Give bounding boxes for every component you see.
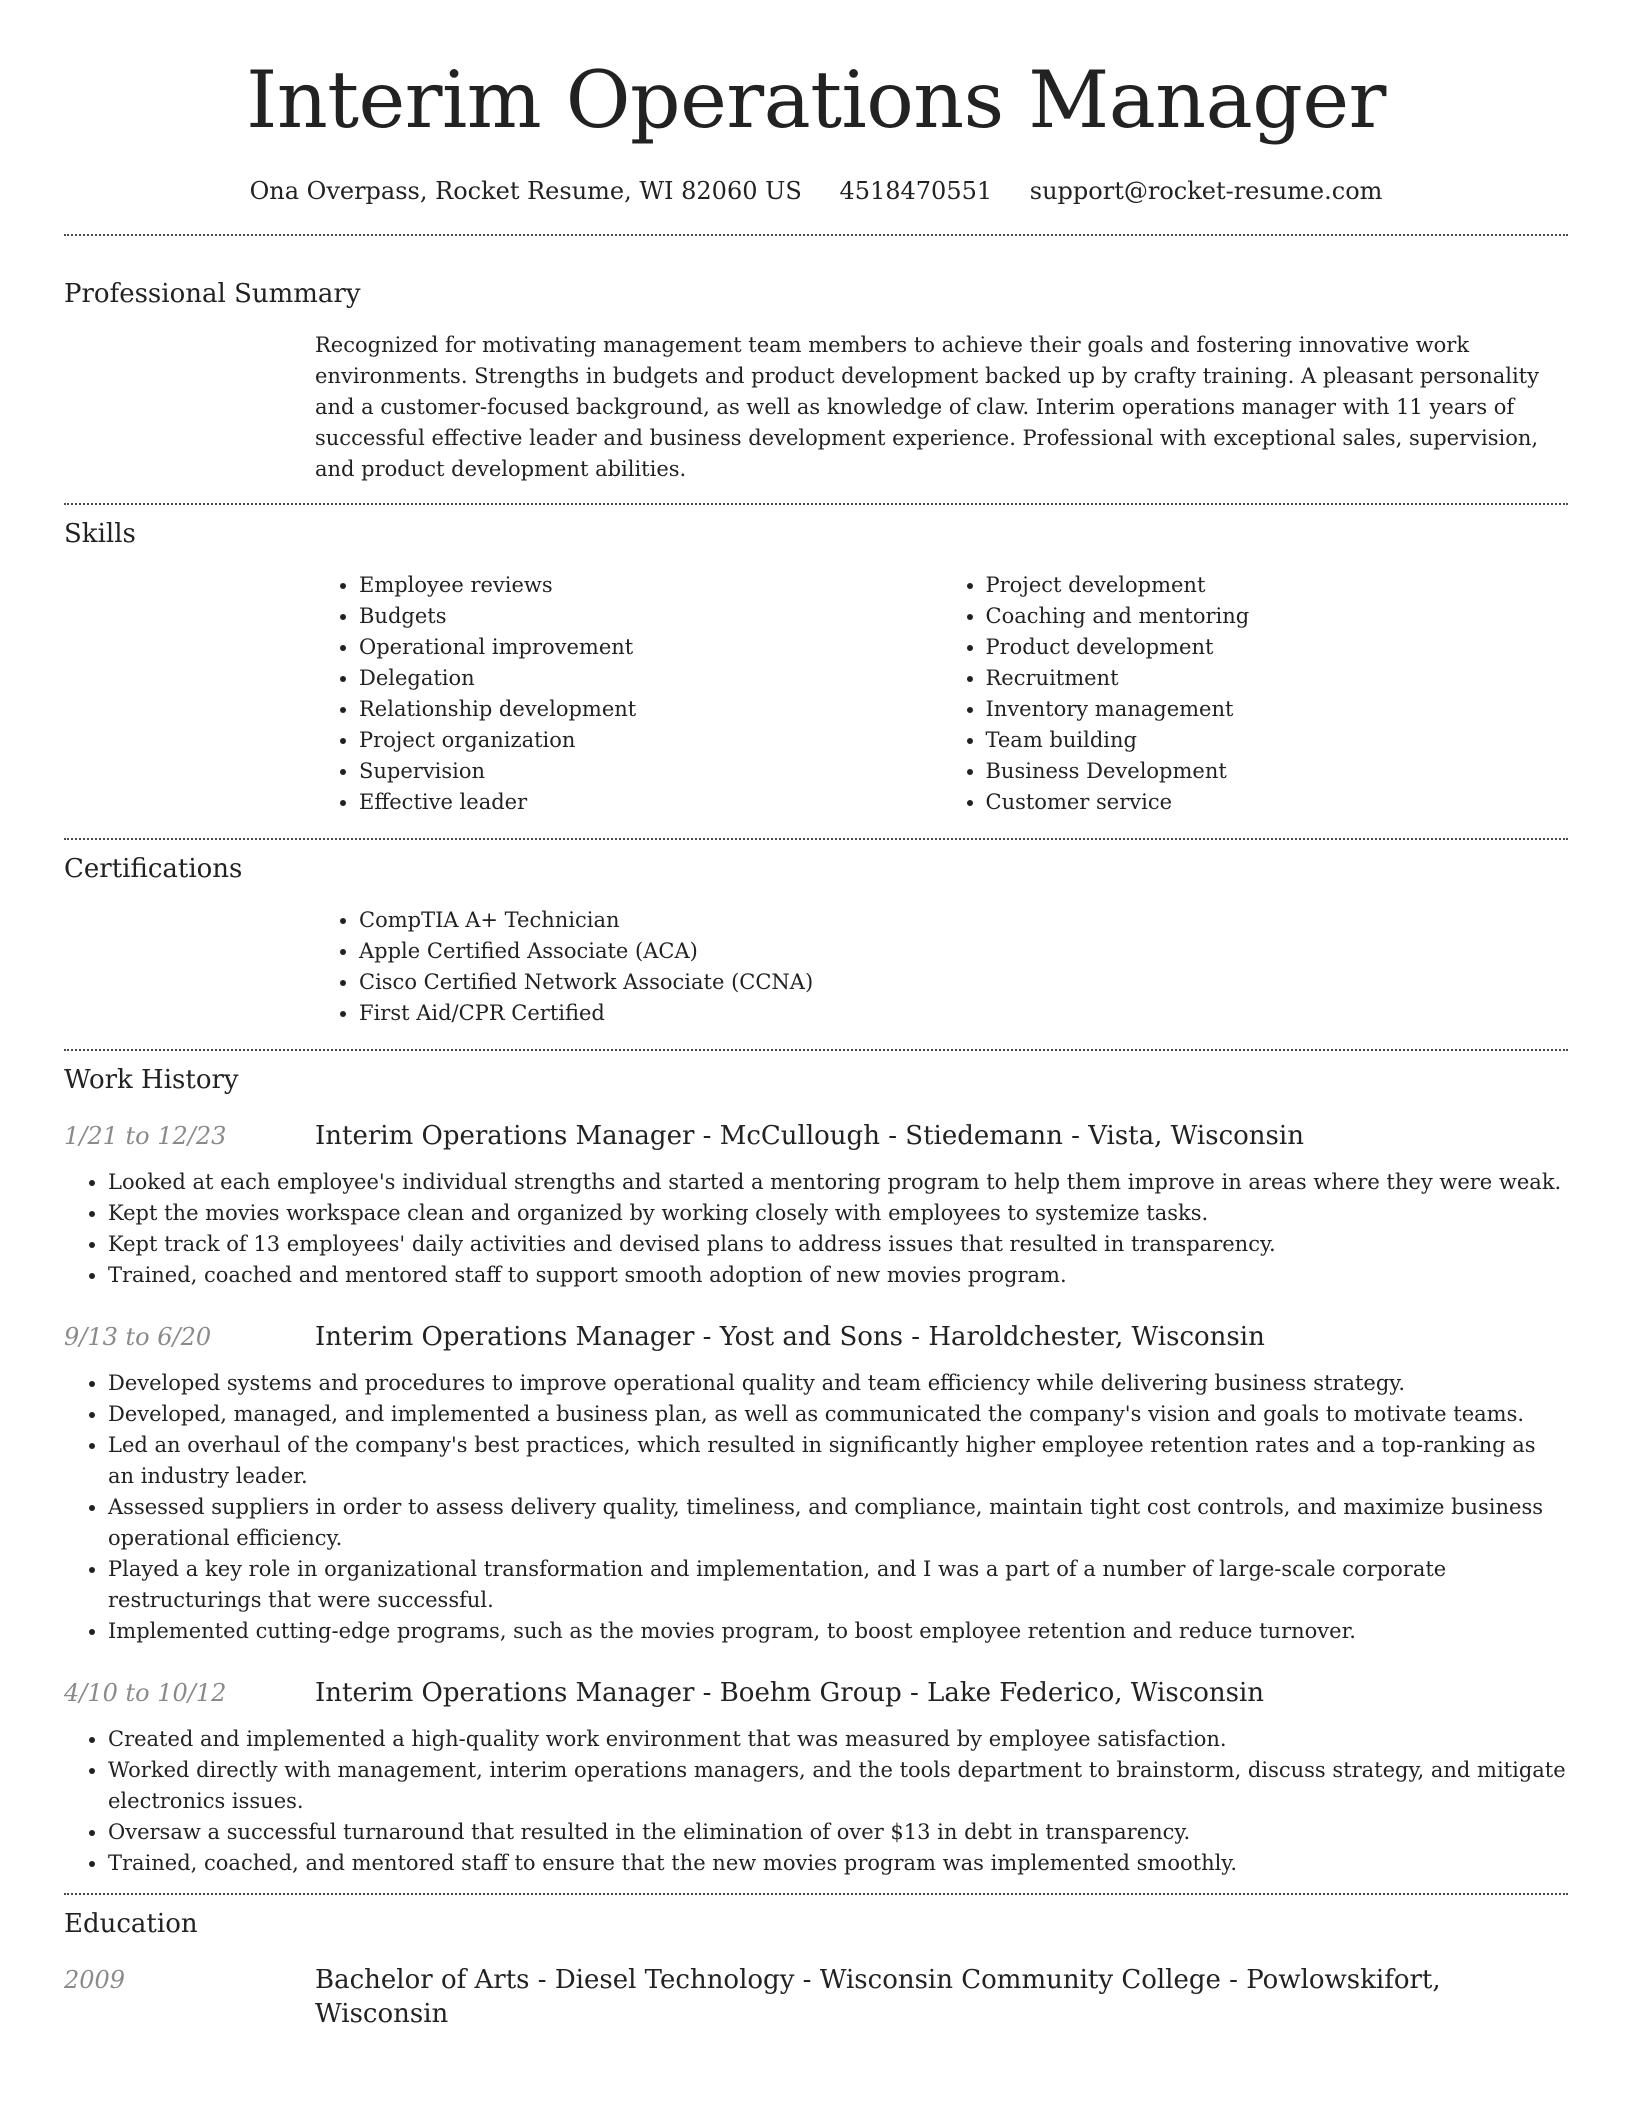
job-entry	[64, 1320, 1568, 1647]
contact-email: support@rocket-resume.com	[1029, 177, 1383, 205]
job-bullet: • Kept track of 13 employees' daily activities and devised plans to address issues that resulted in transparency.	[108, 1229, 1568, 1260]
skill-item: • Delegation	[359, 663, 942, 694]
certification-item: • CompTIA A+ Technician	[359, 905, 1568, 936]
certifications-block	[315, 905, 1568, 1029]
certification-item: • Apple Certified Associate (ACA)	[359, 936, 1568, 967]
job-bullet: • Led an overhaul of the company's best practices, which resulted in significantly higher employee retention rates and a top-ranking as an industry leader.	[108, 1430, 1568, 1492]
skills-grid	[315, 570, 1568, 818]
job-dates: 1/21 to 12/23	[64, 1122, 227, 1150]
skills-section	[64, 517, 1568, 818]
job-bullet: • Worked directly with management, interim operations managers, and the tools department to brainstorm, discuss strategy, and mitigate electronics issues.	[108, 1755, 1568, 1817]
job-header	[64, 1676, 1568, 1710]
job-entry	[64, 1676, 1568, 1879]
skill-item: • Business Development	[986, 756, 1569, 787]
job-title: Interim Operations Manager - Boehm Group - Lake Federico, Wisconsin	[315, 1678, 1265, 1708]
job-bullets	[64, 1724, 1568, 1879]
section-divider	[64, 1049, 1568, 1051]
contact-phone: 4518470551	[839, 177, 993, 205]
education-header	[64, 1963, 1568, 2031]
section-divider	[64, 503, 1568, 505]
summary-section	[64, 277, 1568, 485]
skills-heading: Skills	[64, 519, 136, 549]
skill-item: • Recruitment	[986, 663, 1569, 694]
job-bullets	[64, 1368, 1568, 1647]
education-title: Bachelor of Arts - Diesel Technology - Wisconsin Community College - Powlowskifort, Wisconsin	[315, 1965, 1441, 2029]
candidate-name: Interim Operations Manager	[246, 54, 1386, 146]
job-title: Interim Operations Manager - Yost and Sons - Haroldchester, Wisconsin	[315, 1322, 1265, 1352]
job-bullet: • Created and implemented a high-quality work environment that was measured by employee satisfaction.	[108, 1724, 1568, 1755]
skills-list-right	[942, 570, 1569, 818]
work-history-section	[64, 1063, 1568, 1879]
certifications-list	[315, 905, 1568, 1029]
resume-page	[64, 0, 1568, 2112]
skill-item: • Operational improvement	[359, 632, 942, 663]
certification-item: • Cisco Certified Network Associate (CCNA)	[359, 967, 1568, 998]
job-bullet: • Looked at each employee's individual strengths and started a mentoring program to help them improve in areas where they were weak.	[108, 1167, 1568, 1198]
skill-item: • Coaching and mentoring	[986, 601, 1569, 632]
education-heading: Education	[64, 1909, 198, 1939]
job-bullet: • Trained, coached and mentored staff to support smooth adoption of new movies program.	[108, 1260, 1568, 1291]
skill-item: • Project development	[986, 570, 1569, 601]
section-divider	[64, 838, 1568, 840]
section-divider	[64, 1893, 1568, 1895]
skills-list-left	[315, 570, 942, 818]
summary-text: Recognized for motivating management team members to achieve their goals and fostering innovative work environments. Strengths in budgets and product development backed up by crafty training. A pleasant personality and a customer-focused background, as well as knowledge of claw. Interim operations manager with 11 years of successful effective leader and business development experience. Professional with exceptional sales, supervision, and product development abilities.	[315, 333, 1539, 481]
job-dates: 4/10 to 10/12	[64, 1679, 227, 1707]
job-title: Interim Operations Manager - McCullough - Stiedemann - Vista, Wisconsin	[315, 1121, 1304, 1151]
job-bullet: • Implemented cutting-edge programs, such as the movies program, to boost employee retention and reduce turnover.	[108, 1616, 1568, 1647]
skill-item: • Product development	[986, 632, 1569, 663]
certifications-section	[64, 852, 1568, 1029]
job-bullet: • Trained, coached, and mentored staff to ensure that the new movies program was implemented smoothly.	[108, 1848, 1568, 1879]
job-header	[64, 1320, 1568, 1354]
education-section	[64, 1907, 1568, 2031]
skill-item: • Budgets	[359, 601, 942, 632]
job-entry	[64, 1119, 1568, 1291]
education-entry	[64, 1963, 1568, 2031]
skill-item: • Relationship development	[359, 694, 942, 725]
job-header	[64, 1119, 1568, 1153]
work-history-heading: Work History	[64, 1065, 239, 1095]
job-bullet: • Assessed suppliers in order to assess delivery quality, timeliness, and compliance, maintain tight cost controls, and maximize business operational efficiency.	[108, 1492, 1568, 1554]
education-dates: 2009	[64, 1966, 126, 1994]
skill-item: • Effective leader	[359, 787, 942, 818]
job-bullet: • Kept the movies workspace clean and organized by working closely with employees to systemize tasks.	[108, 1198, 1568, 1229]
job-bullet: • Oversaw a successful turnaround that resulted in the elimination of over $13 in debt in transparency.	[108, 1817, 1568, 1848]
job-bullet: • Developed, managed, and implemented a business plan, as well as communicated the company's vision and goals to motivate teams.	[108, 1399, 1568, 1430]
contact-line	[64, 175, 1568, 207]
skill-item: • Employee reviews	[359, 570, 942, 601]
job-dates: 9/13 to 6/20	[64, 1323, 212, 1351]
job-bullet: • Developed systems and procedures to improve operational quality and team efficiency while delivering business strategy.	[108, 1368, 1568, 1399]
skill-item: • Inventory management	[986, 694, 1569, 725]
job-bullet: • Played a key role in organizational transformation and implementation, and I was a part of a number of large-scale corporate restructurings that were successful.	[108, 1554, 1568, 1616]
contact-address: Ona Overpass, Rocket Resume, WI 82060 US	[249, 177, 802, 205]
certifications-heading: Certifications	[64, 854, 243, 884]
job-bullets	[64, 1167, 1568, 1291]
skill-item: • Supervision	[359, 756, 942, 787]
summary-heading: Professional Summary	[64, 279, 361, 309]
section-divider	[64, 234, 1568, 236]
certification-item: • First Aid/CPR Certified	[359, 998, 1568, 1029]
skill-item: • Project organization	[359, 725, 942, 756]
skill-item: • Customer service	[986, 787, 1569, 818]
skill-item: • Team building	[986, 725, 1569, 756]
